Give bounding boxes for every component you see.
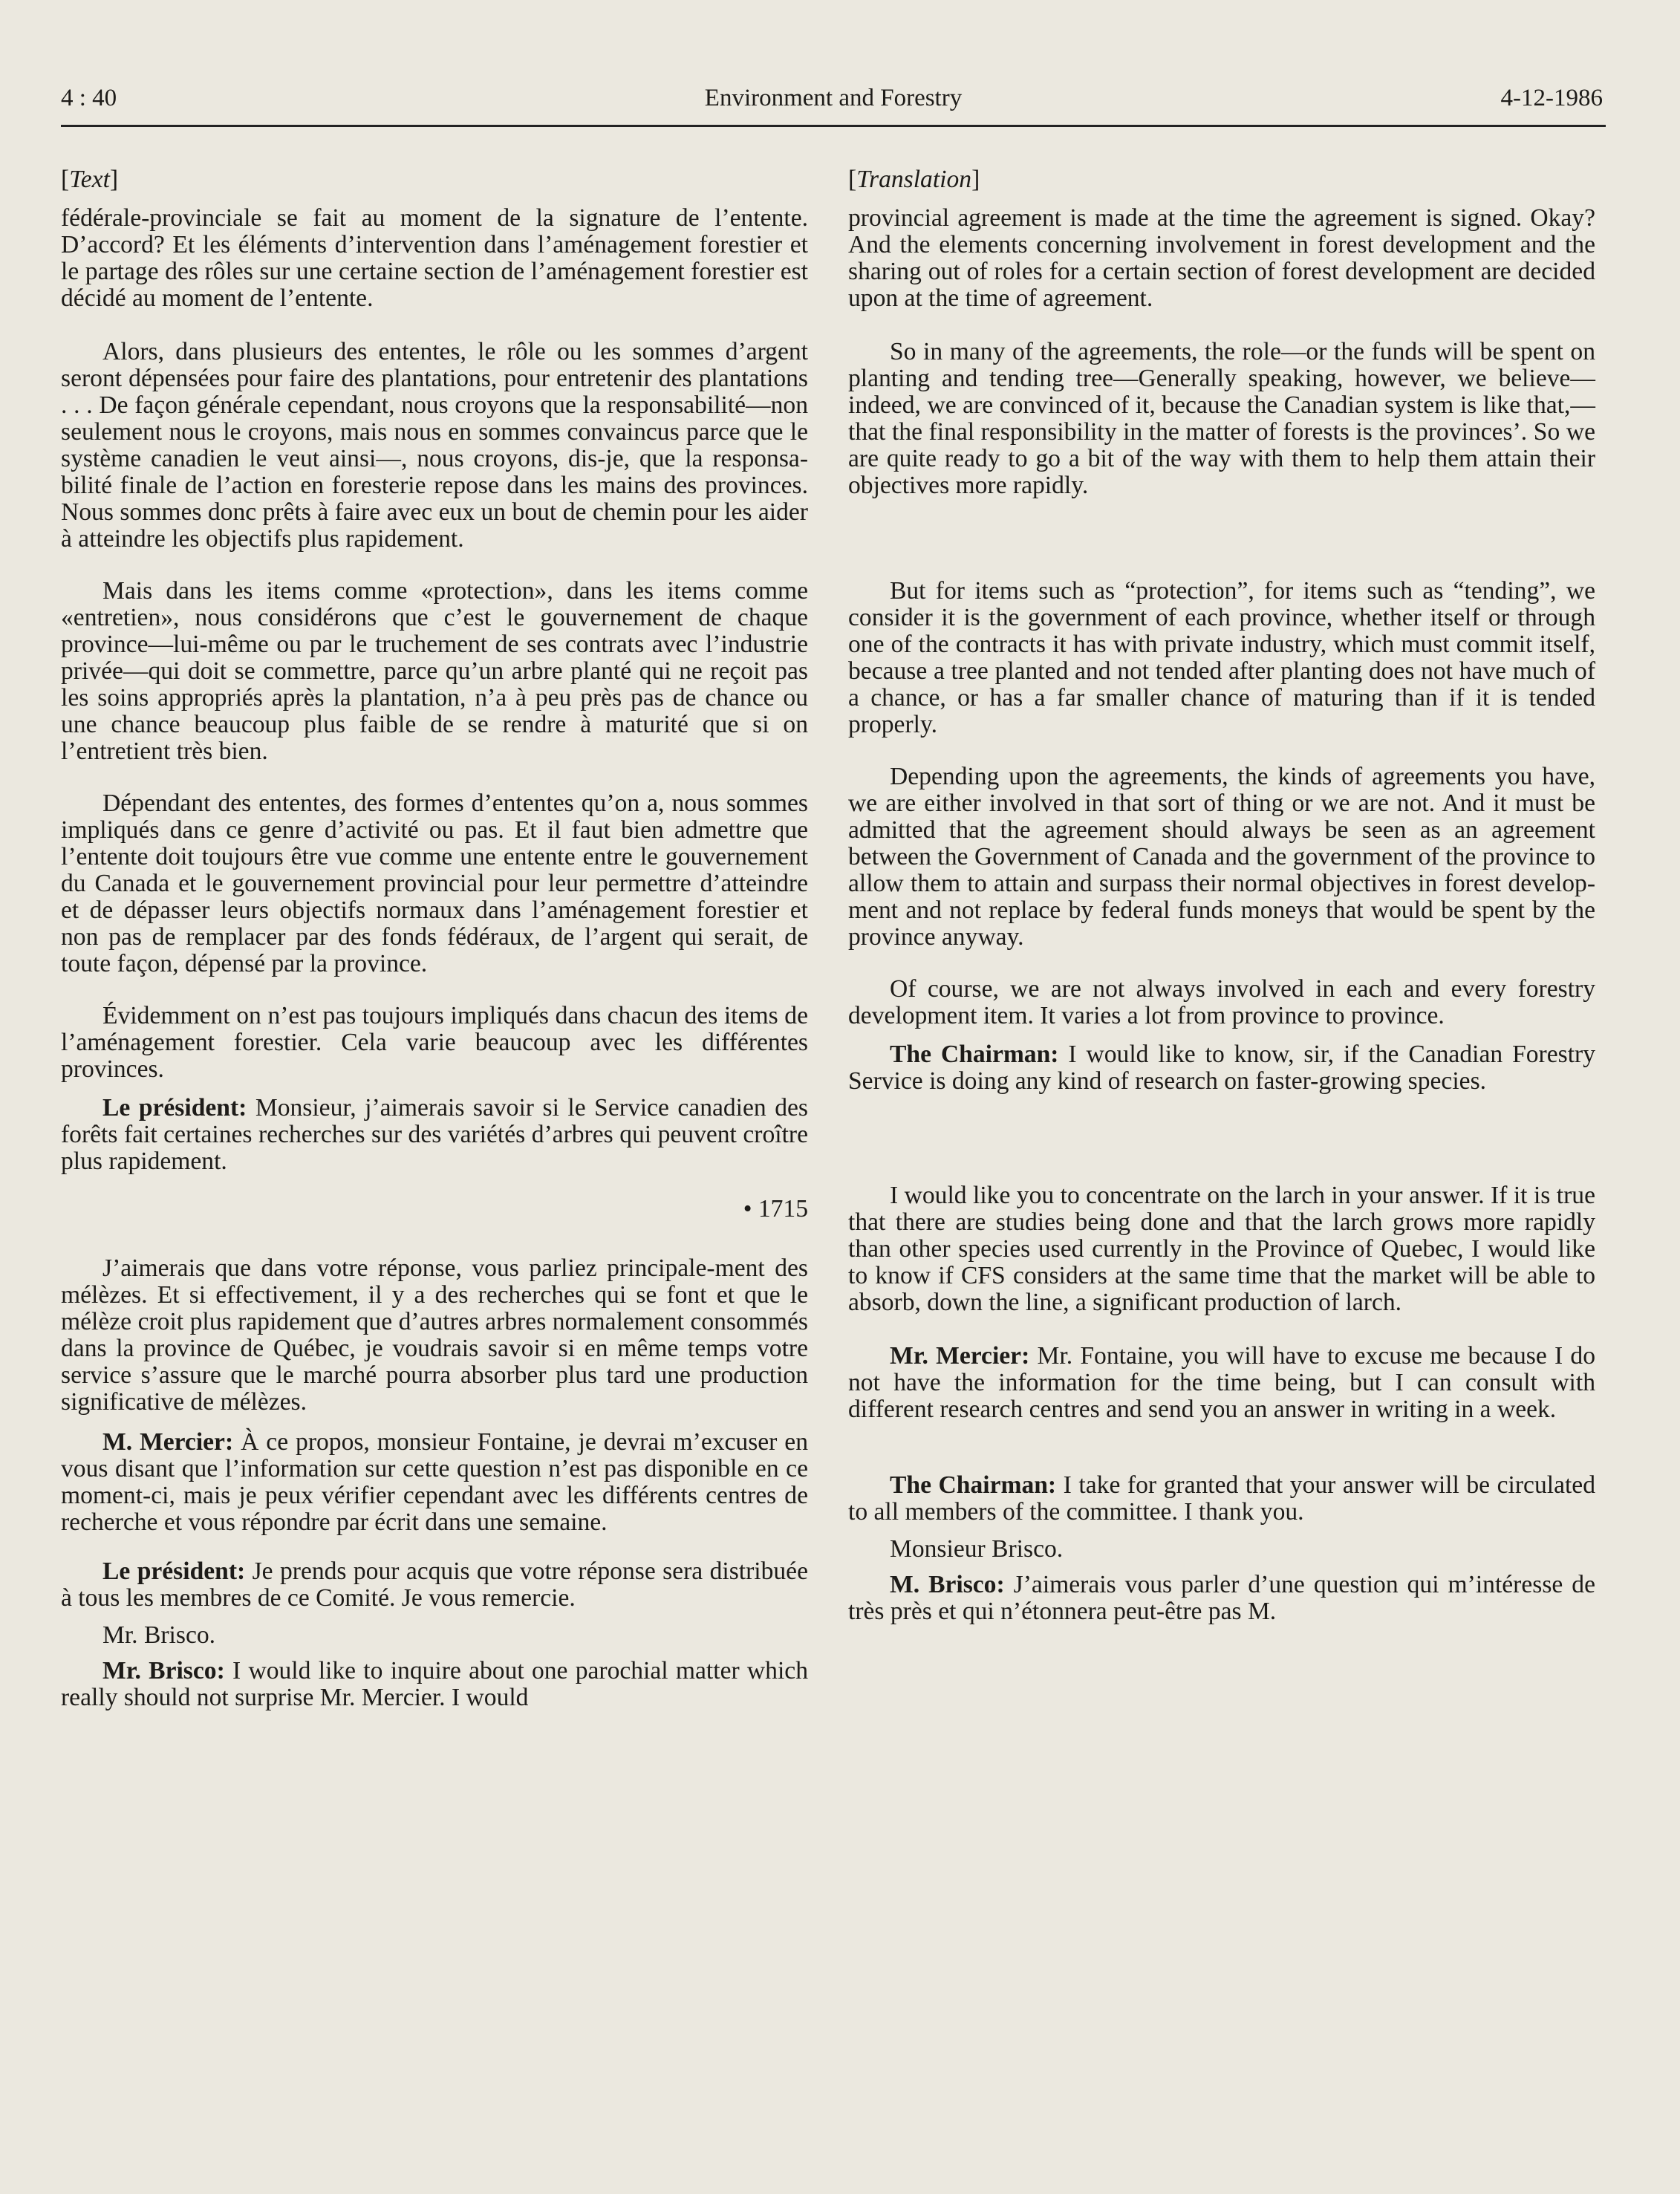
paragraph: Of course, we are not always involved in each and every forestry development item. It varies a lot from province to province. [848, 975, 1595, 1029]
paragraph: Alors, dans plusieurs des ententes, le rôle ou les sommes d’argent seront dépensées pour faire des plantations, pour entretenir des plantations . . . De façon générale cependant, nous croyons que la responsabilité—non seulement nous le croyons, mais nous en sommes convaincus parce que le système canadien le veut ainsi—, nous croyons, dis-je, que la responsa-bilité finale de l’action en foresterie repose dans les mains des provinces. Nous sommes donc prêts à faire avec eux un bout de chemin pour les aider à atteindre les objectifs plus rapidement. [61, 338, 808, 553]
paragraph: provincial agreement is made at the time the agreement is signed. Okay? And the elements concerning involvement in forest development and the sharing out of roles for a certain section of forest development are decided upon at the time of agreement. [848, 204, 1595, 312]
speaker-name: Mr. Mercier: [890, 1342, 1030, 1370]
page-header [61, 80, 1606, 127]
speaker-name: Le président: [102, 1557, 246, 1585]
speaker-paragraph: The Chairman: I take for granted that your answer will be circulated to all members of the committee. I thank you. [848, 1471, 1595, 1526]
speaker-paragraph: Mr. Mercier: Mr. Fontaine, you will have to excuse me because I do not have the information for the time being, but I can consult with different research centres and send you an answer in writing in a week. [848, 1342, 1596, 1423]
speaker-name: Le président: [102, 1094, 247, 1122]
speaker-paragraph: Le président: Monsieur, j’aimerais savoir si le Service canadien des forêts fait certaines recherches sur des variétés d’arbres qui peuvent croître plus rapidement. [61, 1094, 808, 1175]
paragraph: So in many of the agreements, the role—or the funds will be spent on planting and tending tree—Generally speaking, however, we believe—indeed, we are convinced of it, because the Canadian system is like that,—that the final responsibility in the matter of forests is the provinces’. So we are quite ready to go a bit of the way with them to help them attain their objectives more rapidly. [848, 338, 1595, 499]
paragraph: Monsieur Brisco. [890, 1535, 1064, 1563]
speaker-paragraph: Mr. Brisco: I would like to inquire about one parochial matter which really should not surprise Mr. Mercier. I would [61, 1657, 808, 1711]
translation-tag: [Translation] [848, 166, 980, 193]
paragraph: fédérale-provinciale se fait au moment de la signature de l’entente. D’accord? Et les éléments d’intervention dans l’aménagement forestier et le partage des rôles sur une certaine section de l’aménagement forestier est décidé au moment de l’entente. [61, 204, 808, 312]
page-date: 4-12-1986 [1500, 85, 1603, 111]
speaker-name: The Chairman: [890, 1471, 1057, 1499]
page-number: 4 : 40 [61, 85, 117, 111]
paragraph: Mais dans les items comme «protection», dans les items comme «entretien», nous considérons que c’est le gouvernement de chaque province—lui-même ou par le truchement de ses contrats avec l’industrie privée—qui doit se commettre, parce qu’un arbre planté qui ne reçoit pas les soins appropriés après la plantation, n’a à peu près pas de chance ou une chance beaucoup plus faible de se rendre à maturité que si on l’entretient très bien. [61, 577, 808, 765]
paragraph: I would like you to concentrate on the larch in your answer. If it is true that there are studies being done and that the larch grows more rapidly than other species used currently in the Province of Quebec, I would like to know if CFS considers at the same time that the market will be able to absorb, down the line, a significant production of larch. [848, 1182, 1595, 1316]
left-column-french [61, 166, 808, 1711]
paragraph: But for items such as “protection”, for items such as “tending”, we consider it is the government of each province, whether itself or through one of the contracts it has with private industry, which must commit itself, because a tree planted and not tended after planting does not have much of a chance, or has a far smaller chance of maturing than if it is tended properly. [848, 577, 1595, 738]
text-tag: [Text] [61, 166, 119, 193]
paragraph: Dépendant des ententes, des formes d’ententes qu’on a, nous sommes impliqués dans ce genre d’activité ou pas. Et il faut bien admettre que l’entente doit toujours être vue comme une entente entre le gouvernement du Canada et le gouvernement provincial pour leur permettre d’atteindre et de dépasser leurs objectifs normaux dans l’aménagement forestier et non pas de remplacer par des fonds fédéraux, de l’argent qui serait, de toute façon, dépensé par la province. [61, 790, 808, 977]
paragraph: Depending upon the agreements, the kinds of agreements you have, we are either involved in that sort of thing or we are not. And it must be admitted that the agreement should always be seen as an agreement between the Government of Canada and the government of the province to allow them to attain and surpass their normal objectives in forest develop-ment and not replace by federal funds moneys that would be spent by the province anyway. [848, 763, 1595, 951]
timestamp: • 1715 [743, 1195, 808, 1223]
speaker-paragraph: M. Brisco: J’aimerais vous parler d’une question qui m’intéresse de très près et qui n’étonnera peut-être pas M. [848, 1571, 1595, 1625]
speaker-name: M. Brisco: [890, 1571, 1005, 1598]
speaker-paragraph: Le président: Je prends pour acquis que votre réponse sera distribuée à tous les membres de ce Comité. Je vous remercie. [61, 1557, 808, 1612]
paragraph: Mr. Brisco. [102, 1621, 216, 1649]
right-column-english [848, 166, 1595, 1625]
page-title: Environment and Forestry [704, 85, 963, 111]
paragraph: Évidemment on n’est pas toujours impliqués dans chacun des items de l’aménagement forestier. Cela varie beaucoup avec les différentes provinces. [61, 1002, 808, 1083]
speaker-paragraph: M. Mercier: À ce propos, monsieur Fontaine, je devrai m’excuser en vous disant que l’information sur cette question n’est pas disponible en ce moment-ci, mais je peux vérifier cependant avec les différents centres de recherche et vous répondre par écrit dans une semaine. [61, 1428, 808, 1536]
speaker-paragraph: The Chairman: I would like to know, sir, if the Canadian Forestry Service is doing any kind of research on faster-growing species. [848, 1041, 1595, 1095]
paragraph: J’aimerais que dans votre réponse, vous parliez principale-ment des mélèzes. Et si effectivement, il y a des recherches qui se font et que le mélèze croit plus rapidement que d’autres arbres normalement consommés dans la province de Québec, je voudrais savoir si en même temps votre service s’assure que le marché pourra absorber plus tard une production significative de mélèzes. [61, 1254, 808, 1416]
speaker-name: Mr. Brisco: [102, 1657, 225, 1684]
speaker-name: The Chairman: [890, 1041, 1059, 1068]
speaker-name: M. Mercier: [102, 1428, 234, 1456]
